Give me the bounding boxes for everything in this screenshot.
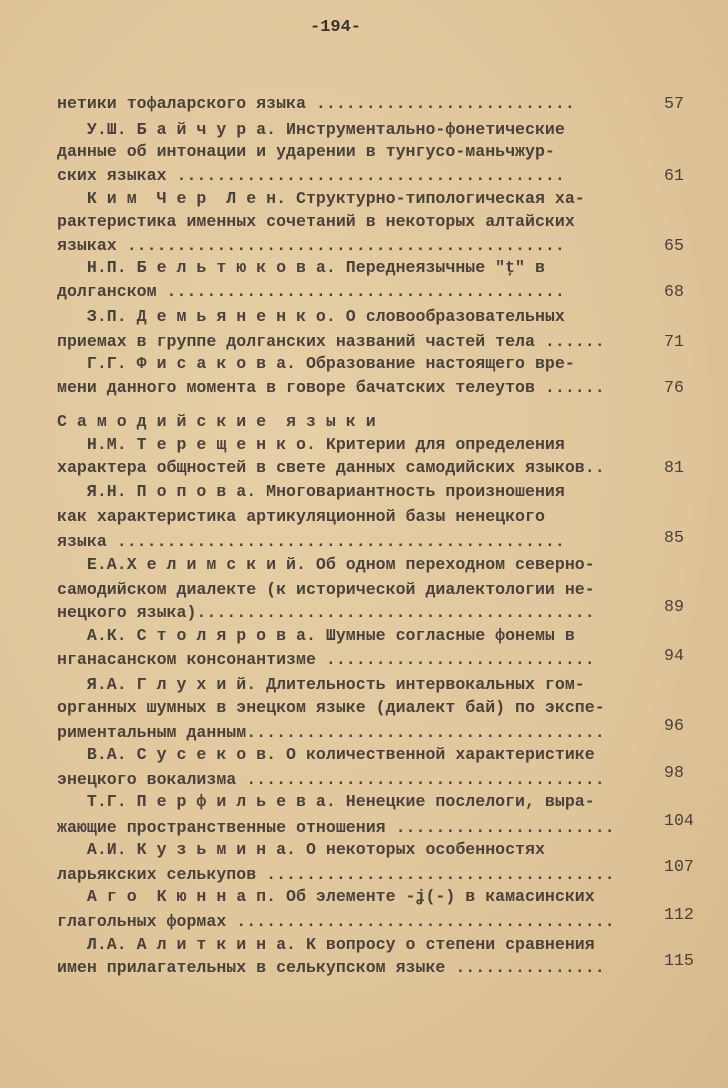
toc-line: характера общностей в свете данных самодийских языков.. — [57, 458, 605, 477]
toc-line: Е.А.Х е л и м с к и й. Об одном переходном северно- — [57, 555, 595, 574]
toc-line: ских языках ....................................... — [57, 166, 565, 185]
toc-page-number: 65 — [664, 236, 684, 255]
toc-line: данные об интонации и ударении в тунгусо-маньчжур- — [57, 142, 555, 161]
toc-line: Г.Г. Ф и с а к о в а. Образование настоящего вре- — [57, 354, 575, 373]
toc-line: рактеристика именных сочетаний в некоторых алтайских — [57, 212, 575, 231]
toc-line: самодийском диалекте (к исторической диалектологии не- — [57, 580, 595, 599]
toc-line: риментальным данным.................................... — [57, 723, 605, 742]
toc-page-number: 57 — [664, 94, 684, 113]
toc-line: В.А. С у с е к о в. О количественной характеристике — [57, 745, 595, 764]
toc-page-number: 94 — [664, 646, 684, 665]
toc-line: А.И. К у з ь м и н а. О некоторых особенностях — [57, 840, 545, 859]
toc-line: как характеристика артикуляционной базы ненецкого — [57, 507, 545, 526]
toc-line: нетики тофаларского языка .......................... — [57, 94, 575, 113]
toc-page-number: 115 — [664, 951, 694, 970]
toc-line: приемах в группе долганских названий частей тела ...... — [57, 332, 605, 351]
toc-line: нганасанском консонантизме ........................... — [57, 650, 595, 669]
toc-line: долганском ........................................ — [57, 282, 565, 301]
toc-page-number: 98 — [664, 763, 684, 782]
toc-page-number: 89 — [664, 597, 684, 616]
toc-line: жающие пространственные отношения ...................... — [57, 818, 615, 837]
toc-line: Я.Н. П о п о в а. Многовариантность произношения — [57, 482, 565, 501]
toc-line: нецкого языка)........................................ — [57, 603, 595, 622]
toc-page-number: 85 — [664, 528, 684, 547]
toc-page-number: 81 — [664, 458, 684, 477]
toc-line: У.Ш. Б а й ч у р а. Инструментально-фонетические — [57, 120, 565, 139]
toc-line: А г о К ю н н а п. Об элементе -ʝ(-) в камасинских — [57, 887, 595, 906]
toc-line: языка ............................................. — [57, 532, 565, 551]
toc-page-number: 61 — [664, 166, 684, 185]
toc-line: энецкого вокализма .................................... — [57, 770, 605, 789]
toc-line: Я.А. Г л у х и й. Длительность интервокальных гом- — [57, 675, 585, 694]
toc-page-number: 104 — [664, 811, 694, 830]
toc-line: мени данного момента в говоре бачатских телеутов ...... — [57, 378, 605, 397]
toc-line: К и м Ч е р Л е н. Структурно-типологическая ха- — [57, 189, 585, 208]
toc-page-number: 112 — [664, 905, 694, 924]
toc-line: Н.П. Б е л ь т ю к о в а. Переднеязычные "ţ" в — [57, 258, 545, 277]
page-number: -194- — [310, 18, 362, 37]
toc-line: языках ............................................ — [57, 236, 565, 255]
toc-page-number: 76 — [664, 378, 684, 397]
toc-line: имен прилагательных в селькупском языке ............... — [57, 958, 605, 977]
toc-page-number: 107 — [664, 857, 694, 876]
toc-line: З.П. Д е м ь я н е н к о. О словообразовательных — [57, 307, 565, 326]
toc-page-number: 68 — [664, 282, 684, 301]
toc-line: Т.Г. П е р ф и л ь е в а. Ненецкие послелоги, выра- — [57, 792, 595, 811]
toc-line: С а м о д и й с к и е я з ы к и — [57, 412, 376, 431]
toc-line: ларьякских селькупов ................................... — [57, 865, 615, 884]
toc-line: Л.А. А л и т к и н а. К вопросу о степени сравнения — [57, 935, 595, 954]
toc-line: А.К. С т о л я р о в а. Шумные согласные фонемы в — [57, 626, 575, 645]
toc-page-number: 96 — [664, 716, 684, 735]
toc-line: Н.М. Т е р е щ е н к о. Критерии для определения — [57, 435, 565, 454]
toc-line: глагольных формах ...................................... — [57, 912, 615, 931]
toc-page-number: 71 — [664, 332, 684, 351]
toc-line: органных шумных в энецком языке (диалект бай) по экспе- — [57, 698, 605, 717]
